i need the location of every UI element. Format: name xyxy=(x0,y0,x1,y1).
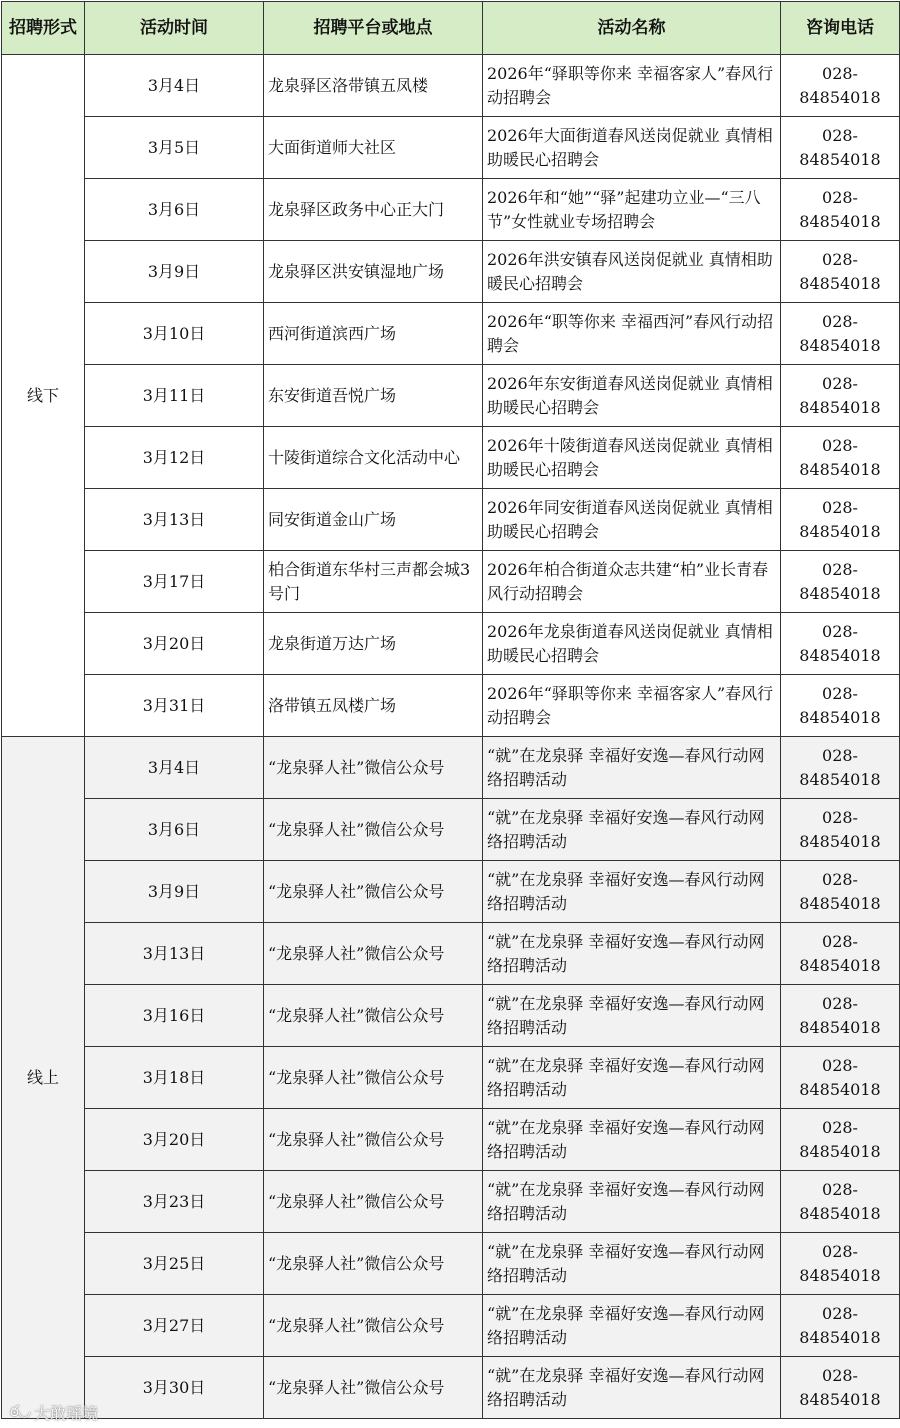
activity-date-cell: 3月18日 xyxy=(85,1047,264,1109)
table-row xyxy=(2,737,900,799)
activity-date-cell: 3月4日 xyxy=(85,55,264,117)
activity-name-cell: 2026年十陵街道春风送岗促就业 真情相助暖民心招聘会 xyxy=(483,427,781,489)
watermark-text: 大敢瑶境 xyxy=(33,1404,98,1423)
platform-location-cell: 龙泉驿区政务中心正大门 xyxy=(264,179,483,241)
activity-name-cell: “就”在龙泉驿 幸福好安逸—春风行动网络招聘活动 xyxy=(483,923,781,985)
activity-date-cell: 3月31日 xyxy=(85,675,264,737)
watermark xyxy=(10,1401,98,1424)
activity-date-cell: 3月16日 xyxy=(85,985,264,1047)
platform-location-cell: 同安街道金山广场 xyxy=(264,489,483,551)
activity-date-cell: 3月9日 xyxy=(85,241,264,303)
table-row xyxy=(2,427,900,489)
table-row xyxy=(2,923,900,985)
recruitment-schedule-table xyxy=(1,1,900,1419)
header-consult-phone: 咨询电话 xyxy=(781,2,900,55)
table-row xyxy=(2,1109,900,1171)
platform-location-cell: “龙泉驿人社”微信公众号 xyxy=(264,923,483,985)
table-row xyxy=(2,179,900,241)
table-row xyxy=(2,303,900,365)
activity-name-cell: 2026年“驿职等你来 幸福客家人”春风行动招聘会 xyxy=(483,675,781,737)
platform-location-cell: 西河街道滨西广场 xyxy=(264,303,483,365)
consult-phone-cell: 028-84854018 xyxy=(781,241,900,303)
activity-name-cell: 2026年洪安镇春风送岗促就业 真情相助暖民心招聘会 xyxy=(483,241,781,303)
activity-name-cell: “就”在龙泉驿 幸福好安逸—春风行动网络招聘活动 xyxy=(483,799,781,861)
consult-phone-cell: 028-84854018 xyxy=(781,427,900,489)
activity-name-cell: “就”在龙泉驿 幸福好安逸—春风行动网络招聘活动 xyxy=(483,1171,781,1233)
activity-date-cell: 3月30日 xyxy=(85,1357,264,1419)
consult-phone-cell: 028-84854018 xyxy=(781,1357,900,1419)
activity-name-cell: 2026年龙泉街道春风送岗促就业 真情相助暖民心招聘会 xyxy=(483,613,781,675)
activity-name-cell: “就”在龙泉驿 幸福好安逸—春风行动网络招聘活动 xyxy=(483,1047,781,1109)
activity-date-cell: 3月20日 xyxy=(85,613,264,675)
consult-phone-cell: 028-84854018 xyxy=(781,675,900,737)
table-row xyxy=(2,365,900,427)
activity-name-cell: “就”在龙泉驿 幸福好安逸—春风行动网络招聘活动 xyxy=(483,1357,781,1419)
activity-name-cell: 2026年东安街道春风送岗促就业 真情相助暖民心招聘会 xyxy=(483,365,781,427)
table-body xyxy=(2,55,900,1419)
consult-phone-cell: 028-84854018 xyxy=(781,923,900,985)
recruitment-form-cell: 线上 xyxy=(2,737,85,1419)
table-row xyxy=(2,861,900,923)
consult-phone-cell: 028-84854018 xyxy=(781,861,900,923)
platform-location-cell: 洛带镇五凤楼广场 xyxy=(264,675,483,737)
platform-location-cell: “龙泉驿人社”微信公众号 xyxy=(264,737,483,799)
consult-phone-cell: 028-84854018 xyxy=(781,489,900,551)
activity-date-cell: 3月17日 xyxy=(85,551,264,613)
consult-phone-cell: 028-84854018 xyxy=(781,303,900,365)
consult-phone-cell: 028-84854018 xyxy=(781,365,900,427)
activity-name-cell: 2026年大面街道春风送岗促就业 真情相助暖民心招聘会 xyxy=(483,117,781,179)
header-recruitment-form: 招聘形式 xyxy=(2,2,85,55)
platform-location-cell: “龙泉驿人社”微信公众号 xyxy=(264,1109,483,1171)
platform-location-cell: 十陵街道综合文化活动中心 xyxy=(264,427,483,489)
activity-name-cell: “就”在龙泉驿 幸福好安逸—春风行动网络招聘活动 xyxy=(483,1109,781,1171)
consult-phone-cell: 028-84854018 xyxy=(781,55,900,117)
consult-phone-cell: 028-84854018 xyxy=(781,799,900,861)
platform-location-cell: 柏合街道东华村三声都会城3号门 xyxy=(264,551,483,613)
activity-name-cell: “就”在龙泉驿 幸福好安逸—春风行动网络招聘活动 xyxy=(483,737,781,799)
platform-location-cell: 龙泉驿区洛带镇五凤楼 xyxy=(264,55,483,117)
table-row xyxy=(2,985,900,1047)
activity-date-cell: 3月20日 xyxy=(85,1109,264,1171)
consult-phone-cell: 028-84854018 xyxy=(781,117,900,179)
table-row xyxy=(2,55,900,117)
table-row xyxy=(2,551,900,613)
recruitment-form-cell: 线下 xyxy=(2,55,85,737)
consult-phone-cell: 028-84854018 xyxy=(781,1109,900,1171)
activity-date-cell: 3月10日 xyxy=(85,303,264,365)
table-row xyxy=(2,1357,900,1419)
activity-name-cell: “就”在龙泉驿 幸福好安逸—春风行动网络招聘活动 xyxy=(483,1295,781,1357)
table-row xyxy=(2,1047,900,1109)
table-row xyxy=(2,1295,900,1357)
consult-phone-cell: 028-84854018 xyxy=(781,985,900,1047)
platform-location-cell: “龙泉驿人社”微信公众号 xyxy=(264,1233,483,1295)
activity-date-cell: 3月13日 xyxy=(85,489,264,551)
activity-name-cell: 2026年“职等你来 幸福西河”春风行动招聘会 xyxy=(483,303,781,365)
header-activity-time: 活动时间 xyxy=(85,2,264,55)
weibo-logo-icon: ఠ◡ xyxy=(10,1401,30,1420)
activity-date-cell: 3月11日 xyxy=(85,365,264,427)
activity-date-cell: 3月23日 xyxy=(85,1171,264,1233)
consult-phone-cell: 028-84854018 xyxy=(781,1295,900,1357)
platform-location-cell: “龙泉驿人社”微信公众号 xyxy=(264,1171,483,1233)
table-row xyxy=(2,489,900,551)
platform-location-cell: “龙泉驿人社”微信公众号 xyxy=(264,985,483,1047)
platform-location-cell: 龙泉驿区洪安镇湿地广场 xyxy=(264,241,483,303)
activity-name-cell: “就”在龙泉驿 幸福好安逸—春风行动网络招聘活动 xyxy=(483,985,781,1047)
activity-date-cell: 3月25日 xyxy=(85,1233,264,1295)
platform-location-cell: “龙泉驿人社”微信公众号 xyxy=(264,1357,483,1419)
activity-date-cell: 3月9日 xyxy=(85,861,264,923)
platform-location-cell: “龙泉驿人社”微信公众号 xyxy=(264,861,483,923)
activity-name-cell: 2026年“驿职等你来 幸福客家人”春风行动招聘会 xyxy=(483,55,781,117)
platform-location-cell: “龙泉驿人社”微信公众号 xyxy=(264,1047,483,1109)
activity-name-cell: 2026年同安街道春风送岗促就业 真情相助暖民心招聘会 xyxy=(483,489,781,551)
table-row xyxy=(2,241,900,303)
platform-location-cell: “龙泉驿人社”微信公众号 xyxy=(264,1295,483,1357)
table-row xyxy=(2,1233,900,1295)
activity-name-cell: “就”在龙泉驿 幸福好安逸—春风行动网络招聘活动 xyxy=(483,861,781,923)
header-activity-name: 活动名称 xyxy=(483,2,781,55)
consult-phone-cell: 028-84854018 xyxy=(781,737,900,799)
platform-location-cell: “龙泉驿人社”微信公众号 xyxy=(264,799,483,861)
activity-date-cell: 3月5日 xyxy=(85,117,264,179)
consult-phone-cell: 028-84854018 xyxy=(781,551,900,613)
platform-location-cell: 大面街道师大社区 xyxy=(264,117,483,179)
table-row xyxy=(2,117,900,179)
table-row xyxy=(2,1171,900,1233)
activity-name-cell: “就”在龙泉驿 幸福好安逸—春风行动网络招聘活动 xyxy=(483,1233,781,1295)
activity-date-cell: 3月12日 xyxy=(85,427,264,489)
consult-phone-cell: 028-84854018 xyxy=(781,1047,900,1109)
activity-date-cell: 3月6日 xyxy=(85,799,264,861)
header-platform-or-location: 招聘平台或地点 xyxy=(264,2,483,55)
activity-name-cell: 2026年柏合街道众志共建“柏”业长青春风行动招聘会 xyxy=(483,551,781,613)
table-row xyxy=(2,799,900,861)
platform-location-cell: 东安街道吾悦广场 xyxy=(264,365,483,427)
activity-date-cell: 3月13日 xyxy=(85,923,264,985)
consult-phone-cell: 028-84854018 xyxy=(781,613,900,675)
platform-location-cell: 龙泉街道万达广场 xyxy=(264,613,483,675)
consult-phone-cell: 028-84854018 xyxy=(781,179,900,241)
consult-phone-cell: 028-84854018 xyxy=(781,1233,900,1295)
activity-date-cell: 3月27日 xyxy=(85,1295,264,1357)
table-row xyxy=(2,613,900,675)
table-row xyxy=(2,675,900,737)
consult-phone-cell: 028-84854018 xyxy=(781,1171,900,1233)
activity-name-cell: 2026年和“她”“驿”起建功立业—“三八节”女性就业专场招聘会 xyxy=(483,179,781,241)
table-header-row xyxy=(2,2,900,55)
activity-date-cell: 3月4日 xyxy=(85,737,264,799)
activity-date-cell: 3月6日 xyxy=(85,179,264,241)
